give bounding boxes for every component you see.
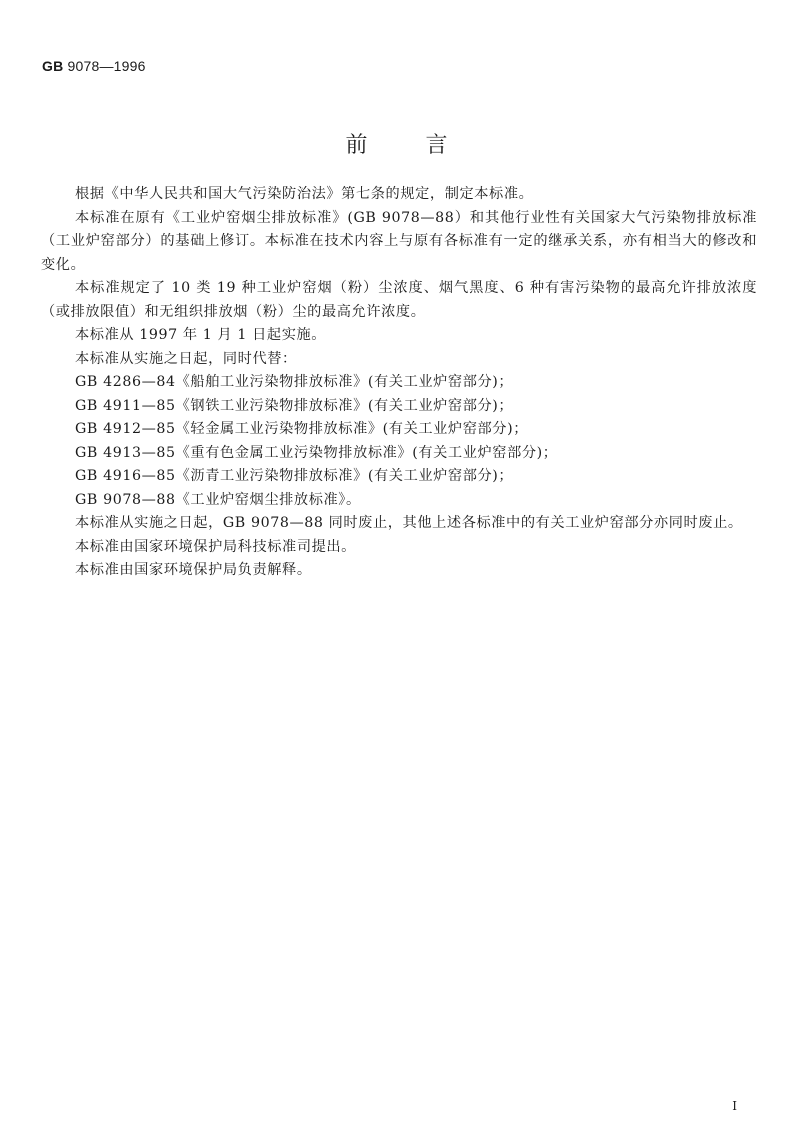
standard-number: 9078—1996 [67, 58, 146, 74]
paragraph: 本标准由国家环境保护局负责解释。 [75, 562, 312, 578]
paragraph: 本标准从实施之日起，同时代替： [75, 350, 297, 367]
page-number: I [732, 1099, 737, 1113]
standard-number-header [42, 58, 146, 74]
paragraph: 根据《中华人民共和国大气污染防治法》第七条的规定，制定本标准。 [75, 186, 534, 202]
page-title: 前言 [345, 133, 506, 158]
paragraph: 本标准从实施之日起，GB 9078—88 同时废止，其他上述各标准中的有关工业炉窑部分亦同时废止。 [75, 515, 743, 531]
superseded-standard-item: GB 4286—84《船舶工业污染物排放标准》(有关工业炉窑部分)； [75, 374, 514, 390]
paragraph: 本标准规定了 10 类 19 种工业炉窑烟（粉）尘浓度、烟气黑度、6 种有害污染物的最高允许排放浓度（或排放限值）和无组织排放烟（粉）尘的最高允许浓度。 [41, 280, 757, 320]
paragraph: 本标准由国家环境保护局科技标准司提出。 [75, 538, 356, 555]
paragraph: 本标准在原有《工业炉窑烟尘排放标准》(GB 9078—88）和其他行业性有关国家大气污染物排放标准（工业炉窑部分）的基础上修订。本标准在技术内容上与原有各标准有一定的继承关系，亦有相当大的修改和变化。 [41, 209, 757, 273]
superseded-standard-item: GB 4913—85《重有色金属工业污染物排放标准》(有关工业炉窑部分)； [75, 444, 558, 461]
superseded-standard-item: GB 4916—85《沥青工业污染物排放标准》(有关工业炉窑部分)； [75, 468, 514, 484]
superseded-standard-item: GB 4912—85《轻金属工业污染物排放标准》(有关工业炉窑部分)； [75, 421, 528, 437]
body-content [41, 183, 757, 583]
superseded-standard-item: GB 4911—85《钢铁工业污染物排放标准》(有关工业炉窑部分)； [75, 397, 514, 414]
superseded-standard-item: GB 9078—88《工业炉窑烟尘排放标准》。 [75, 491, 361, 508]
standard-prefix: GB [42, 58, 64, 74]
paragraph: 本标准从 1997 年 1 月 1 日起实施。 [75, 327, 327, 343]
